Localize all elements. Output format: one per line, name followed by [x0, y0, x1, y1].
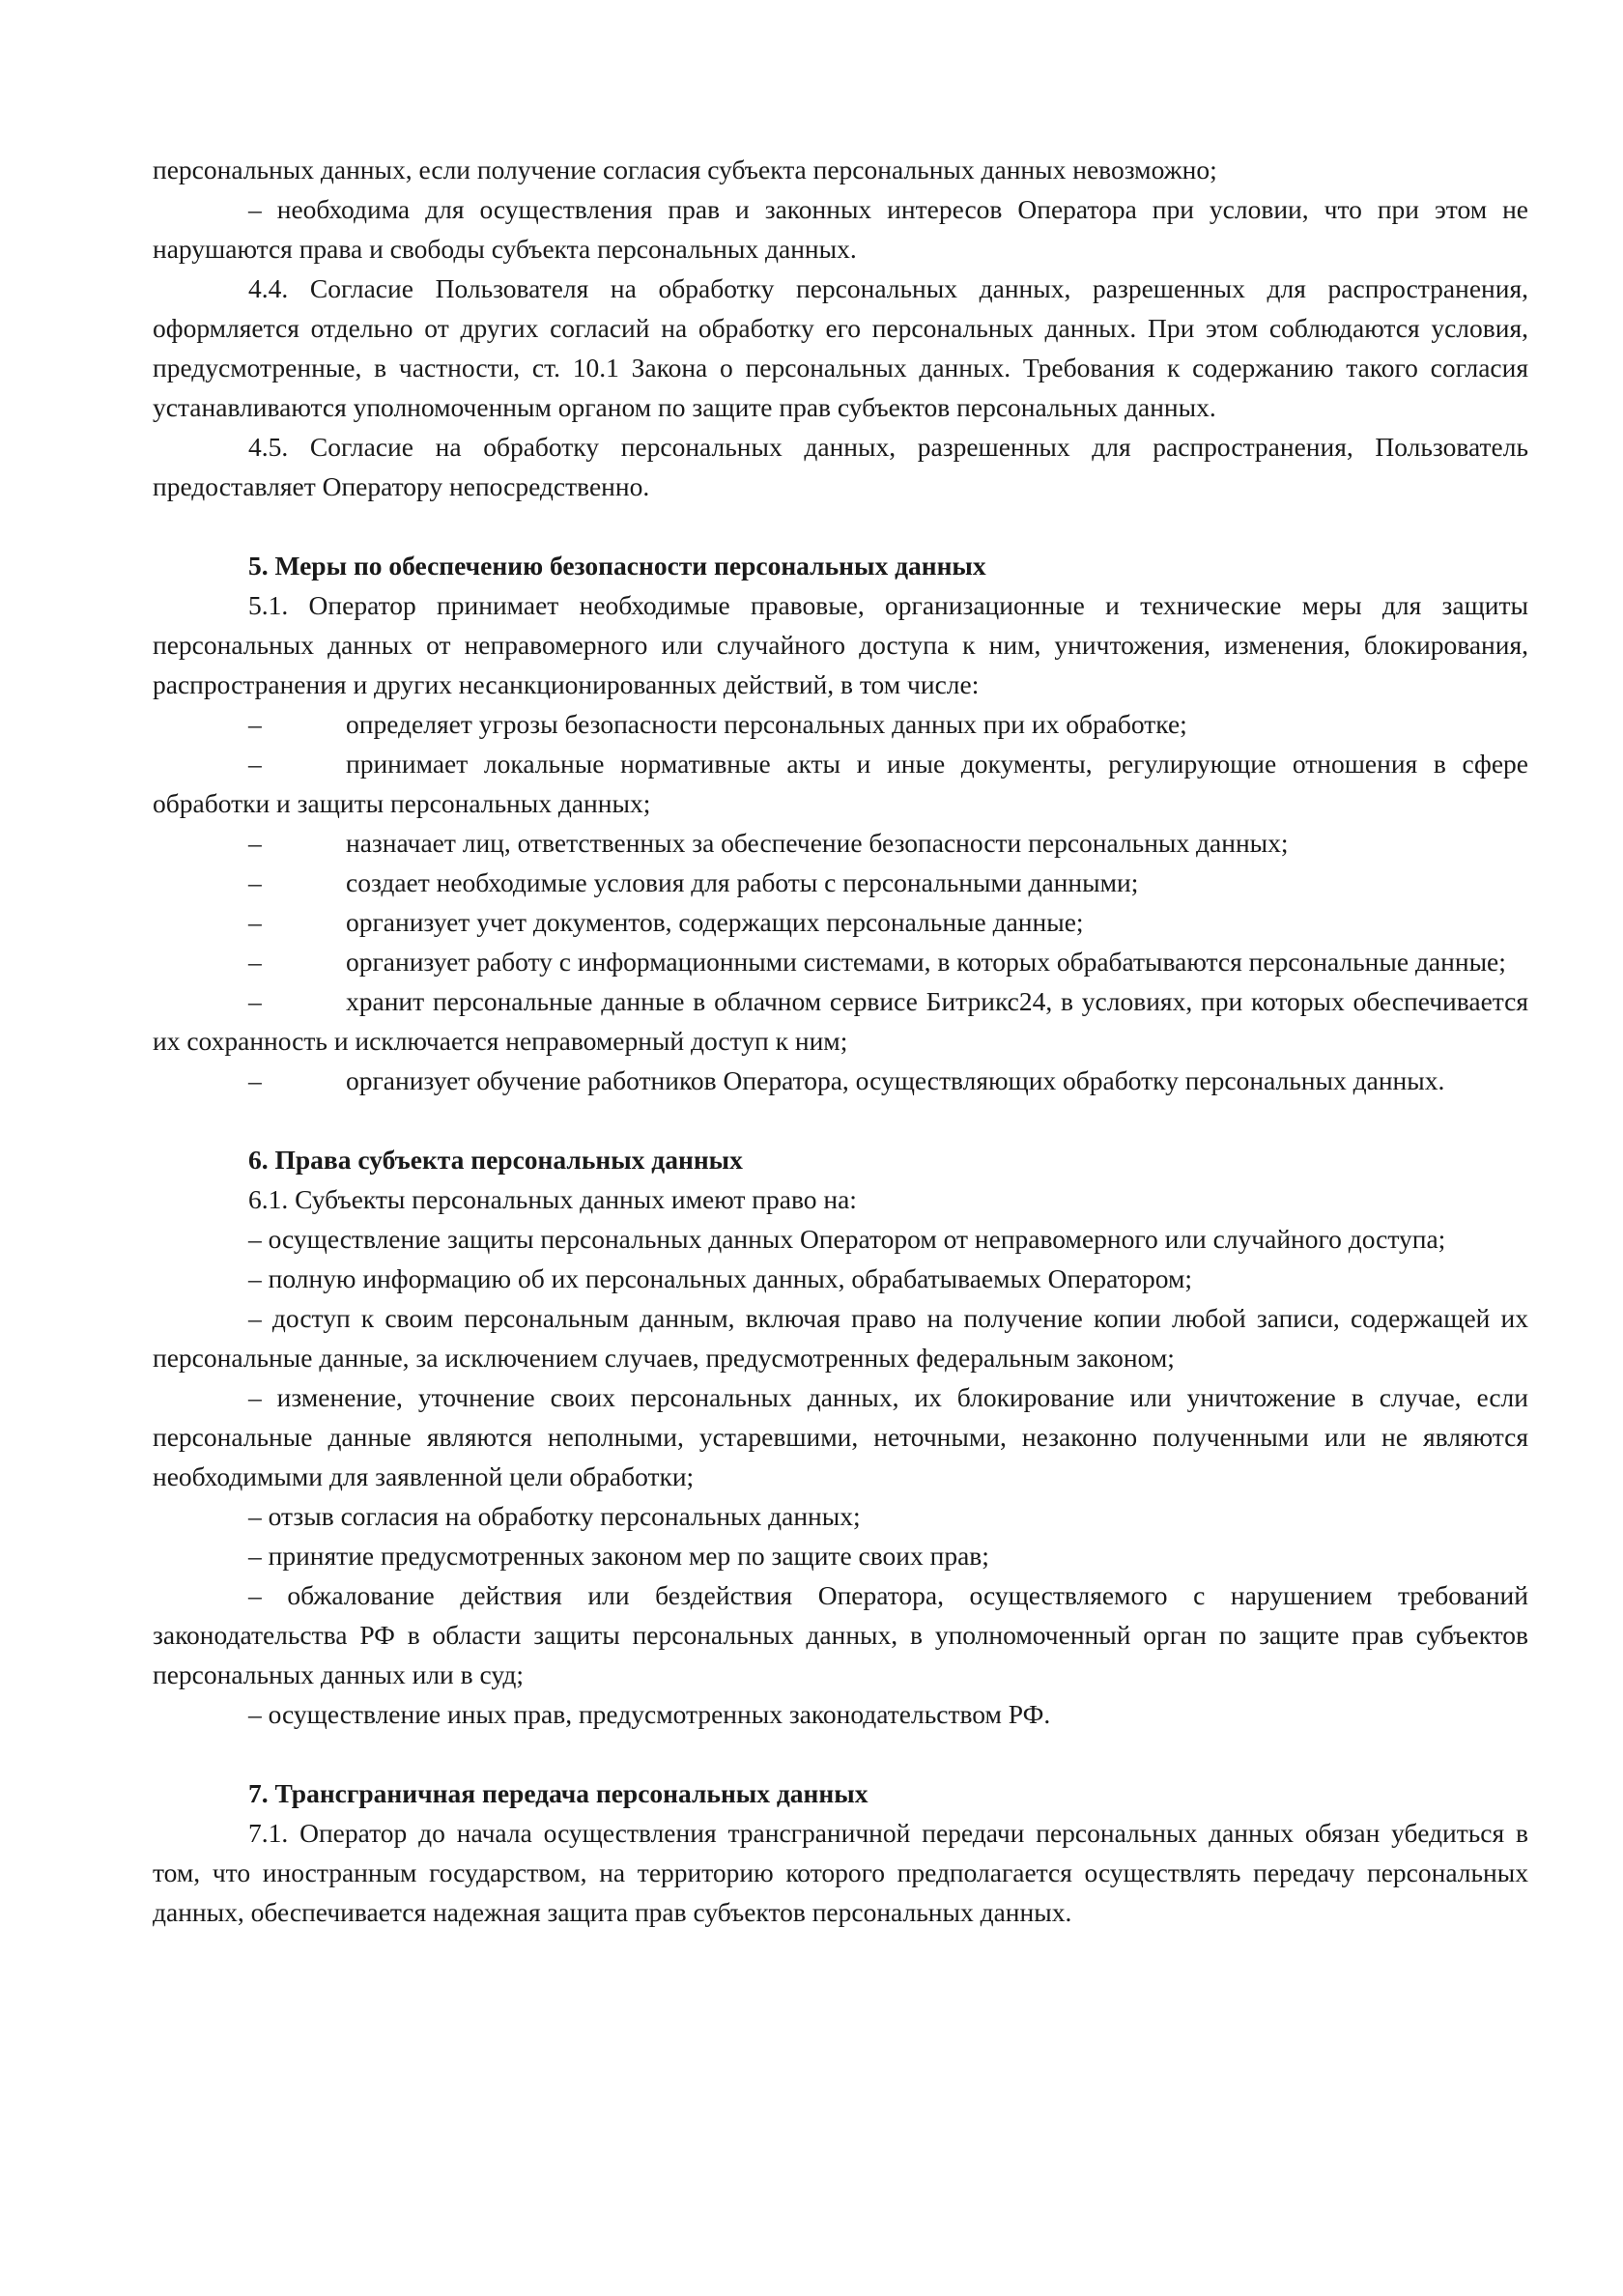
section-heading-5: 5. Меры по обеспечению безопасности персональных данных: [248, 551, 986, 581]
rights-item: – изменение, уточнение своих персональных данных, их блокирование или уничтожение в случае, если персональные данные являются неполными, устаревшими, неточными, незаконно полученными или не являются необходимыми для заявленной цели обработки;: [153, 1382, 1528, 1491]
rights-item: – осуществление защиты персональных данных Оператором от неправомерного или случайного доступа;: [248, 1224, 1446, 1254]
rights-item: – доступ к своим персональным данным, включая право на получение копии любой записи, содержащей их персональные данные, за исключением случаев, предусмотренных федеральным законом;: [153, 1303, 1528, 1373]
list-item-text: организует работу с информационными системами, в которых обрабатываются персональные данные;: [346, 947, 1506, 977]
dash-marker: –: [248, 709, 262, 739]
list-item: [153, 1061, 1528, 1100]
rights-item: – отзыв согласия на обработку персональных данных;: [248, 1501, 861, 1531]
list-item-text: назначает лиц, ответственных за обеспечение безопасности персональных данных;: [346, 828, 1289, 858]
paragraph-6-1: 6.1. Субъекты персональных данных имеют право на:: [248, 1184, 857, 1214]
list-item-text: хранит персональные данные в облачном сервисе Битрикс24, в условиях, при которых обеспечивается их сохранность и исключается неправомерный доступ к ним;: [153, 986, 1528, 1056]
section-heading-6: 6. Права субъекта персональных данных: [248, 1145, 743, 1175]
dash-marker: –: [248, 986, 262, 1016]
list-item: [153, 942, 1528, 981]
dash-marker: –: [248, 867, 262, 897]
dash-marker: –: [248, 828, 262, 858]
paragraph-necessity-condition: – необходима для осуществления прав и законных интересов Оператора при условии, что при этом не нарушаются права и свободы субъекта персональных данных.: [153, 194, 1528, 264]
dash-marker: –: [248, 749, 262, 779]
dash-marker: –: [248, 907, 262, 937]
paragraph-4-5: 4.5. Согласие на обработку персональных данных, разрешенных для распространения, Пользователь предоставляет Оператору непосредственно.: [153, 432, 1528, 501]
dash-marker: –: [248, 1065, 262, 1095]
rights-item: – принятие предусмотренных законом мер по защите своих прав;: [248, 1541, 989, 1571]
paragraph-4-4: 4.4. Согласие Пользователя на обработку персональных данных, разрешенных для распространения, оформляется отдельно от других согласий на обработку его персональных данных. При этом соблюдаются условия, предусмотренные, в частности, ст. 10.1 Закона о персональных данных. Требования к содержанию такого согласия устанавливаются уполномоченным органом по защите прав субъектов персональных данных.: [153, 273, 1528, 422]
rights-item: – обжалование действия или бездействия Оператора, осуществляемого с нарушением требований законодательства РФ в области защиты персональных данных, в уполномоченный орган по защите прав субъектов персональных данных или в суд;: [153, 1580, 1528, 1689]
document-page: [153, 150, 1528, 1932]
list-item-text: создает необходимые условия для работы с персональными данными;: [346, 867, 1139, 897]
list-item-text: определяет угрозы безопасности персональных данных при их обработке;: [346, 709, 1187, 739]
section-heading-7: 7. Трансграничная передача персональных данных: [248, 1778, 868, 1808]
paragraph-7-1: 7.1. Оператор до начала осуществления трансграничной передачи персональных данных обязан убедиться в том, что иностранным государством, на территорию которого предполагается осуществлять передачу персональных данных, обеспечивается надежная защита прав субъектов персональных данных.: [153, 1818, 1528, 1927]
list-item: [153, 744, 1528, 823]
list-item-text: организует обучение работников Оператора, осуществляющих обработку персональных данных.: [346, 1065, 1445, 1095]
list-item: [153, 981, 1528, 1061]
list-item: [153, 823, 1528, 863]
rights-item: – осуществление иных прав, предусмотренных законодательством РФ.: [248, 1699, 1051, 1729]
paragraph-5-1: 5.1. Оператор принимает необходимые правовые, организационные и технические меры для защиты персональных данных от неправомерного или случайного доступа к ним, уничтожения, изменения, блокирования, распространения и других несанкционированных действий, в том числе:: [153, 590, 1528, 699]
list-item: [153, 902, 1528, 942]
list-item-text: организует учет документов, содержащих персональные данные;: [346, 907, 1084, 937]
list-item-text: принимает локальные нормативные акты и иные документы, регулирующие отношения в сфере обработки и защиты персональных данных;: [153, 749, 1528, 818]
list-item: [153, 863, 1528, 902]
paragraph-continuation: персональных данных, если получение согласия субъекта персональных данных невозможно;: [153, 155, 1217, 184]
dash-marker: –: [248, 947, 262, 977]
rights-item: – полную информацию об их персональных данных, обрабатываемых Оператором;: [248, 1263, 1193, 1293]
list-item: [153, 704, 1528, 744]
